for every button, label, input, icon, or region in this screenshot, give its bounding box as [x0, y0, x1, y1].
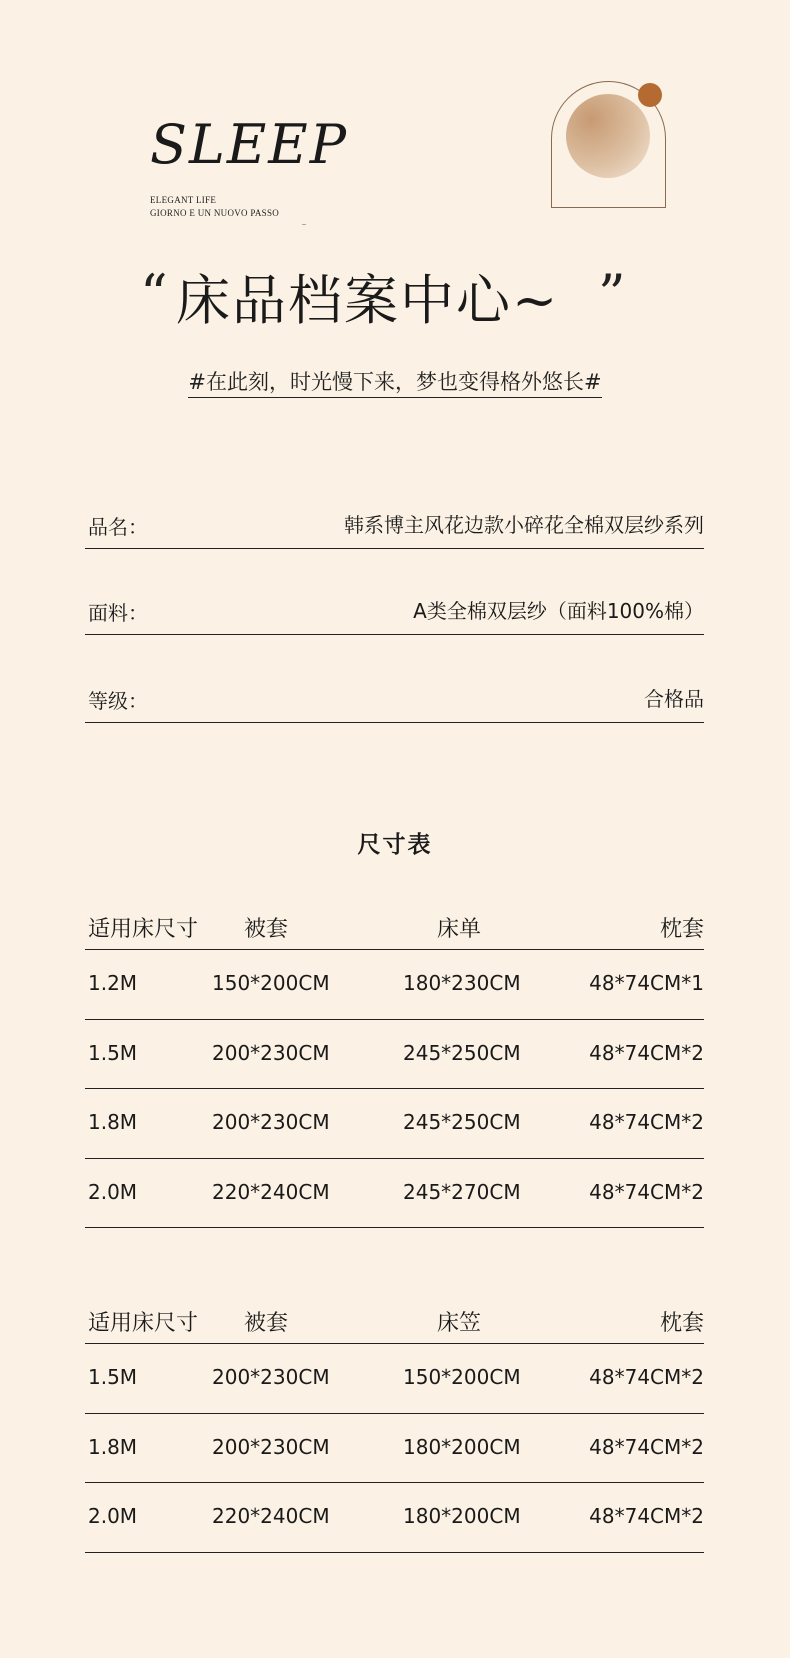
table-header-row	[85, 880, 704, 950]
table-header-row	[85, 1274, 704, 1344]
table-cell: 180*200CM	[403, 1504, 521, 1528]
page-title: 床品档案中心~	[176, 269, 560, 332]
table-cell: 245*250CM	[403, 1110, 521, 1134]
brand-subtitle-line-2: GIORNO E UN NUOVO PASSO	[150, 208, 280, 218]
table-cell: 48*74CM*1	[589, 971, 704, 995]
brand-subtitle	[150, 194, 348, 220]
table-cell: 200*230CM	[212, 1434, 330, 1459]
table-cell: 48*74CM*2	[589, 1504, 704, 1528]
table-row	[85, 1483, 704, 1553]
table-cell: 1.8M	[88, 1434, 138, 1459]
table-row	[85, 1159, 704, 1229]
brand-subtitle-line-1: ELEGANT LIFE	[150, 195, 217, 205]
table-cell: 2.0M	[88, 1179, 138, 1204]
info-value: 韩系博主风花边款小碎花全棉双层纱系列	[344, 513, 704, 537]
info-row-name	[85, 509, 704, 549]
table-cell: 150*200CM	[212, 971, 330, 995]
table-row	[85, 1089, 704, 1159]
table-cell: 220*240CM	[212, 1179, 330, 1204]
table-cell: 220*240CM	[212, 1504, 330, 1528]
info-value: 合格品	[644, 687, 704, 711]
header-cell: 枕套	[659, 1311, 704, 1336]
info-label: 面料：	[88, 601, 148, 625]
header-cell: 被套	[244, 917, 289, 942]
info-value: A类全棉双层纱（面料100%棉）	[413, 599, 704, 623]
header-cell: 适用床尺寸	[88, 917, 199, 942]
table-cell: 48*74CM*2	[589, 1434, 704, 1459]
table-cell: 1.8M	[88, 1110, 138, 1134]
info-label: 品名：	[88, 515, 148, 539]
table-cell: 200*230CM	[212, 1365, 330, 1389]
info-row-grade	[85, 683, 704, 723]
sun-gradient-decoration	[566, 94, 650, 178]
table-cell: 1.5M	[88, 1040, 138, 1065]
table-cell: 48*74CM*2	[589, 1179, 704, 1204]
size-table-1	[85, 880, 704, 1228]
table-cell: 48*74CM*2	[589, 1110, 704, 1134]
brand-title: SLEEP	[150, 113, 349, 176]
table-cell: 180*230CM	[403, 971, 521, 995]
tagline	[0, 366, 790, 396]
accent-dot-decoration	[638, 83, 662, 107]
tagline-text: #在此刻，时光慢下来，梦也变得格外悠长#	[188, 370, 601, 398]
header-cell: 被套	[244, 1311, 289, 1336]
table-cell: 245*250CM	[403, 1040, 521, 1065]
table-cell: 200*230CM	[212, 1040, 330, 1065]
size-chart-title: 尺寸表	[357, 832, 433, 858]
table-row	[85, 1344, 704, 1414]
table-cell: 200*230CM	[212, 1110, 330, 1134]
table-cell: 48*74CM*2	[589, 1040, 704, 1065]
table-row	[85, 1414, 704, 1484]
table-cell: 245*270CM	[403, 1179, 521, 1204]
table-row	[85, 1020, 704, 1090]
table-cell: 1.2M	[88, 971, 138, 995]
table-cell: 180*200CM	[403, 1434, 521, 1459]
size-table-2	[85, 1274, 704, 1553]
table-cell: 1.5M	[88, 1365, 138, 1389]
brand-block	[150, 113, 349, 220]
header-cell: 枕套	[659, 917, 704, 942]
header-cell: 适用床尺寸	[88, 1311, 199, 1336]
info-row-fabric	[85, 595, 704, 635]
table-cell: 150*200CM	[403, 1365, 521, 1389]
header-cell: 床笠	[437, 1311, 482, 1336]
close-quote-mark: ”	[598, 263, 626, 326]
brand-mark: ..	[302, 218, 306, 227]
header-cell: 床单	[437, 917, 482, 942]
table-row	[85, 950, 704, 1020]
table-cell: 2.0M	[88, 1504, 138, 1528]
table-cell: 48*74CM*2	[589, 1365, 704, 1389]
open-quote-mark: “	[140, 263, 168, 326]
info-label: 等级：	[88, 689, 148, 713]
